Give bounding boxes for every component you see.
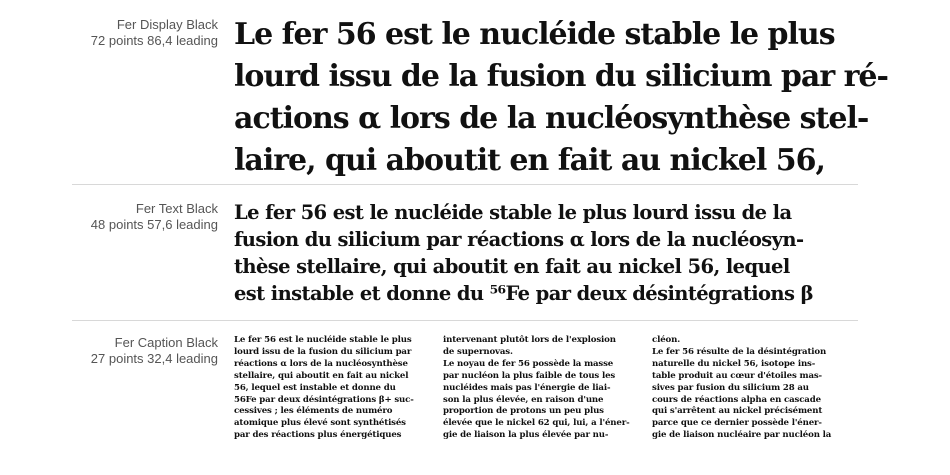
font-specs: 48 points 57,6 leading — [90, 217, 218, 232]
specimen-line: laire, qui aboutit en fait au nickel 56, — [234, 143, 825, 178]
caption-line: élevée que le nickel 62 qui, lui, a l'éner- — [443, 418, 630, 429]
caption-line: cessives ; les éléments de numéro — [234, 406, 393, 417]
specimen-line: fusion du silicium par réactions α lors de la nucléosyn- — [234, 228, 804, 251]
caption-line: de supernovas. — [443, 346, 513, 357]
caption-line: sives par fusion du silicium 28 au — [652, 382, 809, 393]
caption-line: son la plus élevée, en raison d'une — [443, 394, 604, 405]
text-specimen-label — [18, 201, 218, 233]
caption-line: Le fer 56 résulte de la désintégration — [652, 346, 827, 357]
caption-line: stellaire, qui aboutit en fait au nickel — [234, 370, 409, 381]
caption-line: gie de liaison nucléaire par nucléon la — [652, 430, 832, 441]
caption-line: Le noyau de fer 56 possède la masse — [443, 358, 614, 369]
caption-column-1 — [234, 335, 439, 442]
caption-line: parce que ce dernier possède l'éner- — [652, 418, 822, 429]
specimen-line: lourd issu de la fusion du silicium par ré- — [234, 59, 888, 94]
specimen-line: est instable et donne du ⁵⁶Fe par deux désintégrations β — [234, 282, 813, 305]
caption-line: Le fer 56 est le nucléide stable le plus — [234, 335, 412, 345]
display-specimen-label — [18, 17, 218, 49]
section-divider — [72, 320, 858, 321]
caption-line: intervenant plutôt lors de l'explosion — [443, 335, 616, 345]
caption-line: naturelle du nickel 56, isotope ins- — [652, 358, 816, 369]
caption-line: par nucléon la plus faible de tous les — [443, 370, 616, 381]
specimen-line: Le fer 56 est le nucléide stable le plus — [234, 17, 835, 52]
caption-line: cours de réactions alpha en cascade — [652, 394, 821, 405]
caption-line: lourd issu de la fusion du silicium par — [234, 346, 412, 357]
font-specs: 27 points 32,4 leading — [90, 351, 218, 366]
caption-line: table produit au cœur d'étoiles mas- — [652, 370, 822, 381]
display-specimen-text — [234, 14, 888, 182]
caption-line: atomique plus élevé sont synthétisés — [234, 418, 406, 429]
specimen-line: Le fer 56 est le nucléide stable le plus lourd issu de la — [234, 201, 792, 224]
caption-line: nucléides mais pas l'énergie de liai- — [443, 382, 611, 393]
font-name: Fer Caption Black — [114, 335, 218, 350]
font-name: Fer Display Black — [116, 17, 218, 32]
caption-specimen-label — [18, 335, 218, 367]
caption-line: par des réactions plus énergétiques — [234, 430, 402, 441]
caption-column-2 — [443, 335, 648, 442]
caption-column-3 — [652, 335, 857, 442]
caption-line: 56Fe par deux désintégrations β+ suc- — [234, 394, 414, 405]
caption-line: gie de liaison la plus élevée par nu- — [443, 430, 609, 441]
caption-line: réactions α lors de la nucléosynthèse — [234, 358, 408, 369]
font-name: Fer Text Black — [135, 201, 218, 216]
caption-line: proportion de protons un peu plus — [443, 406, 604, 417]
font-specs: 72 points 86,4 leading — [90, 33, 218, 48]
specimen-line: actions α lors de la nucléosynthèse stel- — [234, 101, 869, 136]
caption-line: qui s'arrêtent au nickel précisément — [652, 406, 823, 417]
caption-line: 56, lequel est instable et donne du — [234, 382, 396, 393]
specimen-line: thèse stellaire, qui aboutit en fait au nickel 56, lequel — [234, 255, 790, 278]
caption-line: cléon. — [652, 335, 681, 345]
text-specimen-text — [234, 199, 884, 307]
section-divider — [72, 184, 858, 185]
